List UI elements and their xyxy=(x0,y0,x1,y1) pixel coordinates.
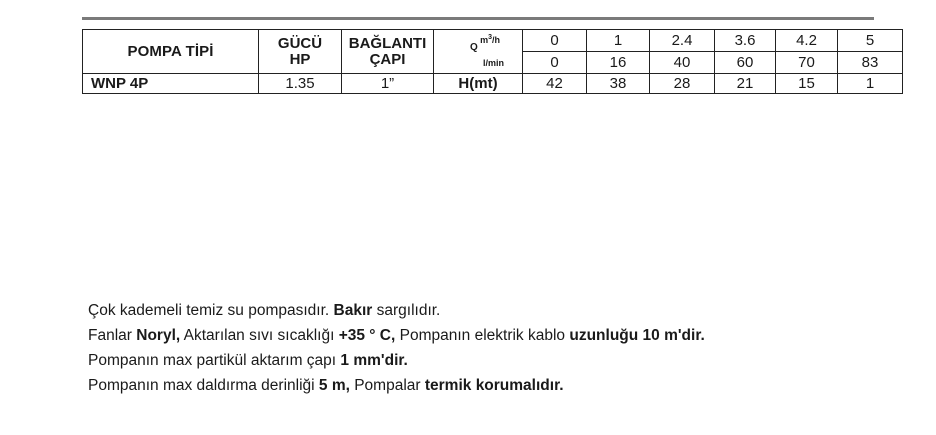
head-value-cell: 28 xyxy=(650,74,715,94)
flow-m3h-cell: 3.6 xyxy=(715,30,776,52)
text: Pompanın elektrik kablo xyxy=(395,327,570,344)
flow-m3h-cell: 4.2 xyxy=(776,30,838,52)
text-bold: Bakır xyxy=(333,302,373,319)
flow-unit-sup: 3 xyxy=(488,34,492,41)
flow-lmin-cell: 16 xyxy=(587,52,650,74)
flow-lmin-cell: 83 xyxy=(838,52,903,74)
text-bold: 5 m, xyxy=(318,377,350,394)
flow-m3h-cell: 5 xyxy=(838,30,903,52)
text: Aktarılan sıvı sıcaklığı xyxy=(180,327,339,344)
head-value-cell: 38 xyxy=(587,74,650,94)
connection-header xyxy=(342,30,434,74)
text-bold: 1 mm'dir. xyxy=(340,352,408,369)
top-rule xyxy=(82,17,874,20)
flow-m3h-cell: 0 xyxy=(523,30,587,52)
power-header xyxy=(259,30,342,74)
flow-m3h-cell: 2.4 xyxy=(650,30,715,52)
text-bold: termik korumalıdır. xyxy=(424,377,564,394)
description-line-4 xyxy=(88,373,888,398)
table-row xyxy=(83,74,903,94)
text: Çok kademeli temiz su pompasıdır. xyxy=(88,302,334,319)
flow-lmin-cell: 60 xyxy=(715,52,776,74)
head-value-cell: 1 xyxy=(838,74,903,94)
flow-lmin-cell: 40 xyxy=(650,52,715,74)
text-bold: uzunluğu 10 m'dir. xyxy=(569,327,705,344)
flow-lmin-cell: 0 xyxy=(523,52,587,74)
flow-m3h-cell: 1 xyxy=(587,30,650,52)
model-cell: WNP 4P xyxy=(83,74,259,94)
head-value-cell: 42 xyxy=(523,74,587,94)
head-label-cell: H(mt) xyxy=(434,74,523,94)
text: Fanlar xyxy=(88,327,137,344)
text-bold: Noryl, xyxy=(136,327,181,344)
header-row-1 xyxy=(83,30,903,52)
flow-unit-m: m xyxy=(480,35,489,45)
description-line-1 xyxy=(88,298,888,323)
text-bold: +35 ° C, xyxy=(338,327,396,344)
flow-unit-m3h xyxy=(480,34,500,45)
flow-unit-lmin: l/min xyxy=(482,58,504,68)
connection-cell: 1” xyxy=(342,74,434,94)
flow-letter: Q xyxy=(470,42,478,53)
power-header-line1: GÜCÜ xyxy=(277,34,323,52)
description-line-3 xyxy=(88,348,888,373)
flow-header xyxy=(434,30,523,74)
pump-type-header: POMPA TİPİ xyxy=(83,30,259,74)
text: Pompalar xyxy=(349,377,425,394)
head-value-cell: 15 xyxy=(776,74,838,94)
description-line-2 xyxy=(88,323,888,348)
pump-spec-table xyxy=(82,29,903,94)
description-block xyxy=(88,298,888,398)
connection-header-line1: BAĞLANTI xyxy=(348,34,427,52)
text: sargılıdır. xyxy=(372,302,441,319)
head-value-cell: 21 xyxy=(715,74,776,94)
connection-header-line2: ÇAPI xyxy=(369,50,406,68)
power-header-line2: HP xyxy=(289,50,311,68)
power-cell: 1.35 xyxy=(259,74,342,94)
flow-unit-suffix: /h xyxy=(492,35,500,45)
text: Pompanın max partikül aktarım çapı xyxy=(88,352,341,369)
text: Pompanın max daldırma derinliği xyxy=(88,377,319,394)
flow-lmin-cell: 70 xyxy=(776,52,838,74)
